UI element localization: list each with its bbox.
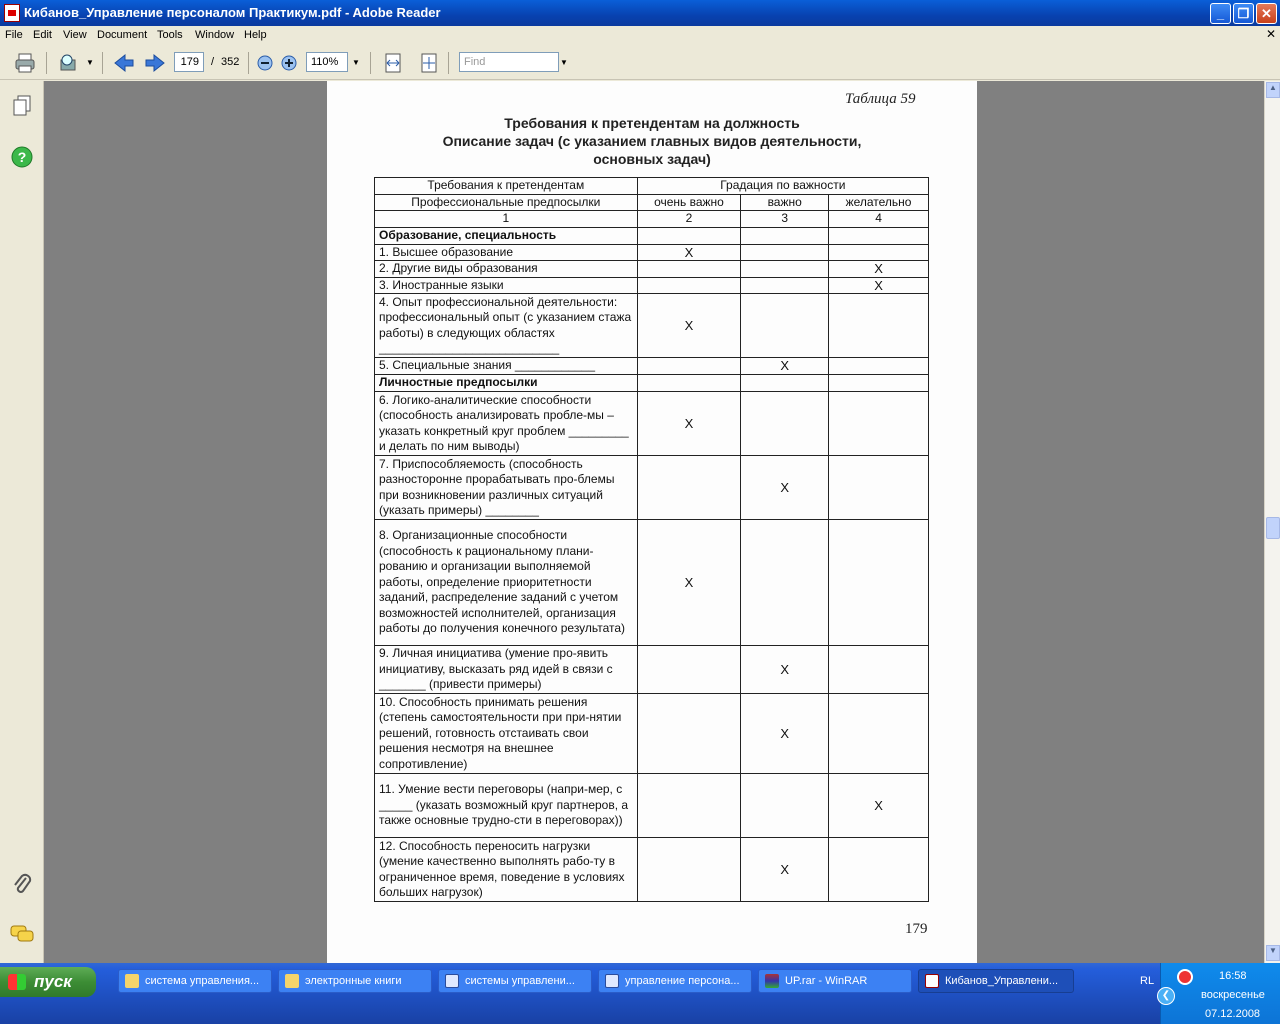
vertical-scrollbar[interactable]: [1264, 81, 1280, 963]
clock-date: 07.12.2008: [1205, 1008, 1261, 1020]
importance-mark: Х: [741, 456, 829, 520]
svg-text:?: ?: [17, 149, 27, 165]
page-separator: /: [211, 56, 215, 68]
document-title-line-1: Требования к претендентам на должность: [504, 115, 800, 131]
find-input[interactable]: Find: [459, 52, 559, 72]
menu-bar: [0, 26, 1280, 46]
empty-cell: [829, 358, 929, 375]
header-requirements: Требования к претендентам: [375, 178, 638, 195]
menu-tools[interactable]: Tools: [157, 29, 183, 41]
table-row: [375, 694, 929, 774]
empty-cell: [741, 774, 829, 838]
menu-window[interactable]: Window: [195, 29, 235, 41]
scroll-up-icon[interactable]: ▲: [1266, 82, 1280, 98]
empty-cell: [637, 277, 741, 294]
header-num-1: 1: [375, 211, 638, 228]
importance-mark: Х: [637, 520, 741, 646]
table-row: [375, 774, 929, 838]
tray-app-icon[interactable]: [1177, 969, 1193, 985]
row-requirement-text: 4. Опыт профессиональной деятельности: профессиональный опыт (с указанием стажа работы) в следующих областях ___________________________: [375, 294, 638, 358]
empty-cell: [741, 261, 829, 278]
tray-expand-icon[interactable]: ❮: [1157, 987, 1175, 1005]
empty-cell: [741, 244, 829, 261]
row-requirement-text: 3. Иностранные языки: [375, 277, 638, 294]
empty-cell: [637, 838, 741, 902]
row-requirement-text: 7. Приспособляемость (способность разносторонне прорабатывать про-блемы при возникновении различных ситуаций (указать примеры) ________: [375, 456, 638, 520]
document-view[interactable]: [44, 81, 1264, 963]
table-row: [375, 261, 929, 278]
table-row: [375, 277, 929, 294]
empty-cell: [829, 646, 929, 694]
empty-cell: [741, 277, 829, 294]
menu-view[interactable]: View: [63, 29, 87, 41]
section-education: Образование, специальность: [375, 227, 638, 244]
header-num-4: 4: [829, 211, 929, 228]
importance-mark: Х: [741, 694, 829, 774]
taskbar: [0, 963, 1280, 1024]
empty-cell: [829, 392, 929, 456]
importance-mark: Х: [741, 646, 829, 694]
zoom-in-icon[interactable]: [278, 52, 300, 74]
table-row: [375, 838, 929, 902]
header-gradation: Градация по важности: [637, 178, 928, 195]
table-row: [375, 358, 929, 375]
task-word-1[interactable]: системы управлени...: [438, 969, 592, 993]
clock-time[interactable]: 16:58: [1219, 970, 1247, 982]
word-doc-icon: [605, 974, 619, 988]
personal-rows: [375, 392, 929, 902]
empty-cell: [637, 261, 741, 278]
pdf-page: [327, 81, 977, 963]
importance-mark: Х: [829, 261, 929, 278]
importance-mark: Х: [741, 358, 829, 375]
empty-cell: [741, 294, 829, 358]
zoom-out-icon[interactable]: [254, 52, 276, 74]
header-num-3: 3: [741, 211, 829, 228]
empty-cell: [829, 520, 929, 646]
menu-edit[interactable]: Edit: [33, 29, 52, 41]
word-doc-icon: [445, 974, 459, 988]
folder-icon: [125, 974, 139, 988]
close-button[interactable]: ✕: [1256, 3, 1277, 24]
table-row: [375, 456, 929, 520]
table-caption: Таблица 59: [845, 91, 916, 107]
empty-cell: [637, 456, 741, 520]
row-requirement-text: 6. Логико-аналитические способности (способность анализировать пробле-мы – указать конкретный круг проблем _________ и делать по ним выводы): [375, 392, 638, 456]
help-icon[interactable]: [11, 146, 33, 168]
task-folder-2[interactable]: электронные книги: [278, 969, 432, 993]
scroll-down-icon[interactable]: ▼: [1266, 945, 1280, 961]
fit-page-icon[interactable]: [418, 52, 440, 74]
table-row: [375, 520, 929, 646]
section-personal: Личностные предпосылки: [375, 375, 638, 392]
row-requirement-text: 11. Умение вести переговоры (напри-мер, с _____ (указать возможный круг партнеров, а также основные трудно-сти в переговорах)): [375, 774, 638, 838]
windows-flag-icon: [8, 974, 26, 990]
task-adobe-reader[interactable]: Кибанов_Управлени...: [918, 969, 1074, 993]
previous-page-icon[interactable]: [113, 52, 135, 74]
document-title-line-3: основных задач): [593, 151, 711, 167]
search-document-icon[interactable]: [58, 52, 80, 74]
task-folder-1[interactable]: система управления...: [118, 969, 272, 993]
menu-file[interactable]: File: [5, 29, 23, 41]
restore-button[interactable]: ❐: [1233, 3, 1254, 24]
empty-cell: [829, 694, 929, 774]
row-requirement-text: 12. Способность переносить нагрузки (умение качественно выполнять рабо-ту в ограниченное время, поведение в условиях больших нагрузок): [375, 838, 638, 902]
row-requirement-text: 2. Другие виды образования: [375, 261, 638, 278]
education-rows: [375, 244, 929, 375]
empty-cell: [829, 294, 929, 358]
empty-cell: [637, 694, 741, 774]
header-desirable: желательно: [829, 194, 929, 211]
header-very-important: очень важно: [637, 194, 741, 211]
row-requirement-text: 9. Личная инициатива (умение про-явить инициативу, высказать ряд идей в связи с _______ (привести примеры): [375, 646, 638, 694]
menu-close-doc-icon[interactable]: ✕: [1266, 27, 1277, 41]
print-icon[interactable]: [14, 52, 36, 74]
table-row: [375, 392, 929, 456]
page-number: 179: [905, 921, 928, 937]
attachments-icon[interactable]: [11, 873, 33, 897]
empty-cell: [637, 774, 741, 838]
zoom-dropdown-chevron-icon[interactable]: ▼: [352, 58, 360, 67]
row-requirement-text: 1. Высшее образование: [375, 244, 638, 261]
find-dropdown-chevron-icon[interactable]: ▼: [560, 58, 568, 67]
importance-mark: Х: [829, 774, 929, 838]
start-button[interactable]: [0, 967, 96, 997]
menu-document[interactable]: Document: [97, 29, 148, 41]
menu-help[interactable]: Help: [244, 29, 267, 41]
folder-icon: [285, 974, 299, 988]
empty-cell: [741, 520, 829, 646]
importance-mark: Х: [637, 392, 741, 456]
next-page-icon[interactable]: [144, 52, 166, 74]
zoom-level-input[interactable]: 110%: [306, 52, 348, 72]
winrar-icon: [765, 974, 779, 988]
toolbar: [0, 46, 1280, 80]
empty-cell: [637, 358, 741, 375]
header-important: важно: [741, 194, 829, 211]
header-professional: Профессиональные предпосылки: [375, 194, 638, 211]
importance-mark: Х: [741, 838, 829, 902]
table-row: [375, 646, 929, 694]
page-number-input[interactable]: 179: [174, 52, 204, 72]
system-tray: [1160, 963, 1280, 1024]
requirements-table: [374, 177, 929, 902]
fit-width-icon[interactable]: [382, 52, 404, 74]
task-winrar[interactable]: UP.rar - WinRAR: [758, 969, 912, 993]
pdf-app-icon: [4, 4, 20, 22]
pages-icon[interactable]: [12, 95, 32, 117]
importance-mark: Х: [829, 277, 929, 294]
clock-day: воскресенье: [1201, 989, 1265, 1001]
document-title-line-2: Описание задач (с указанием главных видов деятельности,: [442, 133, 862, 149]
scroll-thumb[interactable]: [1266, 517, 1280, 539]
window-title: Кибанов_Управление персоналом Практикум.pdf - Adobe Reader: [24, 5, 441, 20]
language-indicator[interactable]: RL: [1140, 975, 1155, 987]
header-num-2: 2: [637, 211, 741, 228]
minimize-button[interactable]: _: [1210, 3, 1231, 24]
empty-cell: [829, 456, 929, 520]
task-word-2[interactable]: управление персона...: [598, 969, 752, 993]
empty-cell: [741, 392, 829, 456]
table-row: [375, 244, 929, 261]
empty-cell: [829, 244, 929, 261]
comments-icon[interactable]: [10, 924, 34, 944]
importance-mark: Х: [637, 294, 741, 358]
importance-mark: Х: [637, 244, 741, 261]
page-total: 352: [221, 56, 240, 68]
pdf-icon: [925, 974, 939, 988]
empty-cell: [829, 838, 929, 902]
row-requirement-text: 5. Специальные знания ____________: [375, 358, 638, 375]
row-requirement-text: 8. Организационные способности (способность к рациональному плани-рованию и организации выполняемой работы, определение приоритетности заданий, распределение заданий с учетом возможностей исполнителей, организация работы до получения конечного результата): [375, 520, 638, 646]
chevron-down-icon[interactable]: ▼: [86, 58, 94, 67]
row-requirement-text: 10. Способность принимать решения (степень самостоятельности при при-нятии решений, готовность отстаивать свои решения несмотря на внешнее сопротивление): [375, 694, 638, 774]
empty-cell: [637, 646, 741, 694]
navigation-sidebar: [0, 81, 44, 963]
title-bar[interactable]: [0, 0, 1280, 26]
table-row: [375, 294, 929, 358]
start-label: пуск: [34, 972, 72, 991]
